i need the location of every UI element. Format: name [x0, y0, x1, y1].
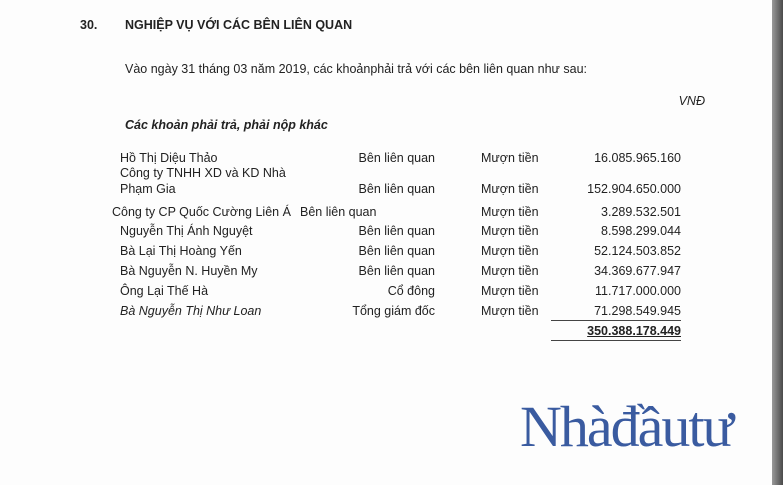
relation: Cổ đông [387, 284, 435, 298]
subtotal-rule [551, 320, 681, 321]
transaction-type: Mượn tiền [481, 182, 539, 196]
relation: Tổng giám đốc [352, 304, 435, 318]
relation: Bên liên quan [300, 205, 377, 219]
amount: 34.369.677.947 [594, 264, 681, 278]
relation: Bên liên quan [358, 224, 435, 238]
amount: 8.598.299.044 [601, 224, 681, 238]
transaction-type: Mượn tiền [481, 304, 539, 318]
relation: Bên liên quan [358, 264, 435, 278]
table-row [0, 205, 783, 221]
transaction-type: Mượn tiền [481, 205, 539, 219]
table-row-name-line [0, 166, 783, 182]
party-name: Bà Nguyễn Thị Như Loan [120, 304, 262, 318]
currency-label: VNĐ [678, 94, 705, 108]
transaction-type: Mượn tiền [481, 224, 539, 238]
table-row [0, 182, 783, 198]
table-row [0, 224, 783, 240]
section-title: NGHIỆP VỤ VỚI CÁC BÊN LIÊN QUAN [125, 18, 353, 32]
table-row [0, 304, 783, 320]
transaction-type: Mượn tiền [481, 151, 539, 165]
relation: Bên liên quan [358, 151, 435, 165]
party-name: Bà Lại Thị Hoàng Yến [120, 244, 242, 258]
table-row [0, 284, 783, 300]
table-row [0, 151, 783, 167]
amount: 16.085.965.160 [594, 151, 681, 165]
party-name: Phạm Gia [120, 182, 176, 196]
table-row [0, 264, 783, 280]
subheading: Các khoản phải trả, phải nộp khác [125, 118, 328, 132]
total-amount: 350.388.178.449 [587, 324, 681, 338]
page-edge-shadow [772, 0, 783, 485]
party-name: Nguyễn Thị Ánh Nguyệt [120, 224, 253, 238]
amount: 11.717.000.000 [595, 284, 681, 298]
party-name: Hồ Thị Diệu Thảo [120, 151, 218, 165]
relation: Bên liên quan [358, 244, 435, 258]
party-name-line1: Công ty TNHH XD và KD Nhà [120, 166, 286, 180]
table-row [0, 244, 783, 260]
relation: Bên liên quan [358, 182, 435, 196]
amount: 3.289.532.501 [601, 205, 681, 219]
transaction-type: Mượn tiền [481, 264, 539, 278]
intro-text: Vào ngày 31 tháng 03 năm 2019, các khoảnphải trả với các bên liên quan như sau: [125, 62, 588, 76]
amount: 152.904.650.000 [587, 182, 681, 196]
party-name: Ông Lại Thế Hà [120, 284, 209, 298]
section-number: 30. [80, 18, 98, 32]
transaction-type: Mượn tiền [481, 284, 539, 298]
total-rule [551, 340, 681, 341]
party-name: Bà Nguyễn N. Huyền My [120, 264, 258, 278]
transaction-type: Mượn tiền [481, 244, 539, 258]
party-name: Công ty CP Quốc Cường Liên Á [112, 205, 291, 219]
amount: 71.298.549.945 [594, 304, 681, 318]
amount: 52.124.503.852 [594, 244, 681, 258]
watermark-logo: Nhàđầutư [520, 394, 732, 459]
